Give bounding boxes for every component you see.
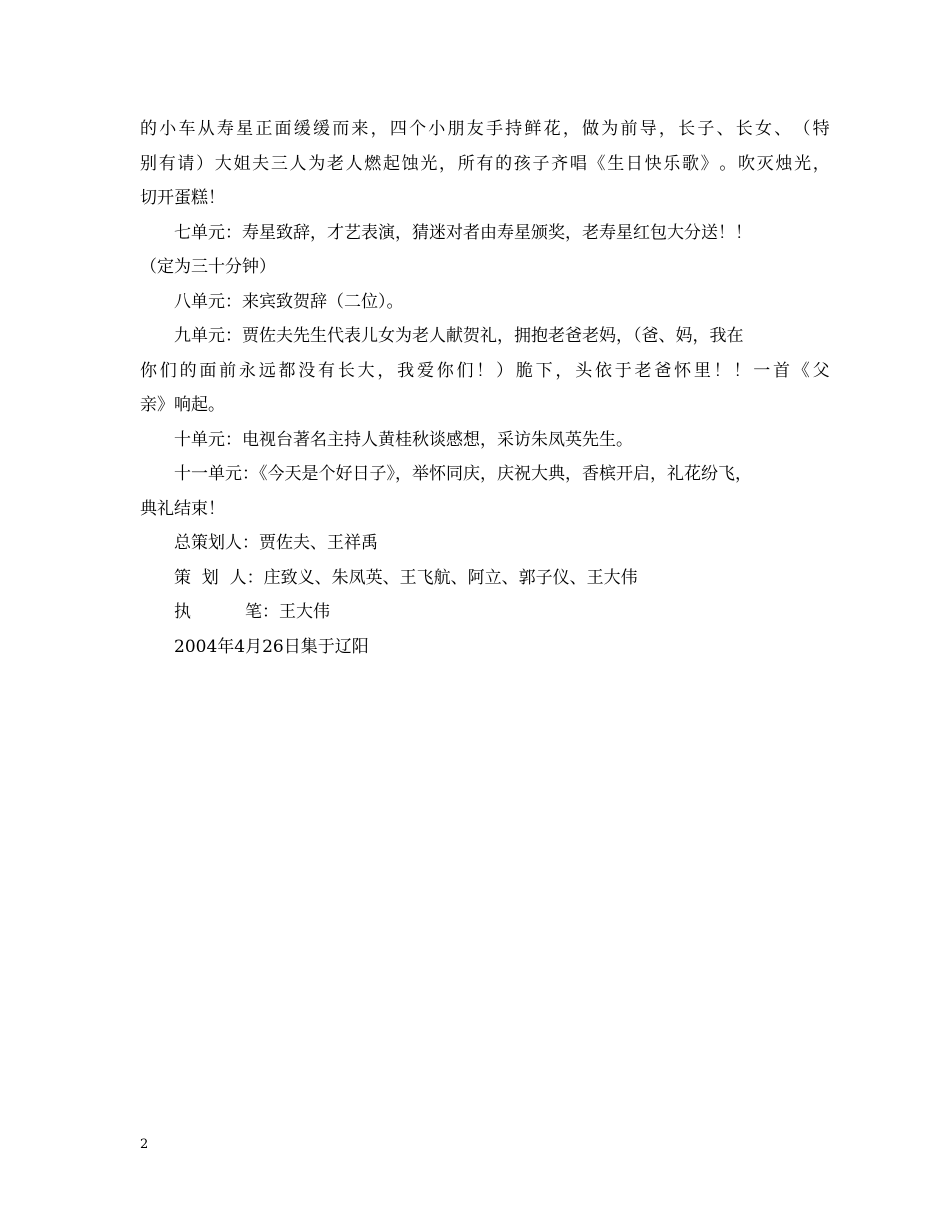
paragraph-line: 切开蛋糕！ bbox=[140, 188, 225, 208]
unit-eight-line: 八单元：来宾致贺辞（二位）。 bbox=[174, 291, 404, 312]
unit-ten-line: 十单元：电视台著名主持人黄桂秋谈感想，采访朱凤英先生。 bbox=[174, 429, 633, 450]
document-body bbox=[140, 112, 840, 664]
paragraph-line: 你 们 的 面 前 永 远 都 没 有 长 大 ， 我 爱 你 们 ！ ） 脆 下 ， 头 依 于 老 爸 怀 里 ！ ！ 一 首 《 父 bbox=[140, 360, 830, 381]
paragraph-line: 别 有 请 ） 大 姐 夫 三 人 为 老 人 燃 起 蚀 光 ， 所 有 的 孩 子 齐 唱 《 生 日 快 乐 歌 》 。 吹 灭 烛 光 ， bbox=[140, 153, 830, 174]
chief-planner-line: 总策划人：贾佐夫、王祥禹 bbox=[174, 533, 378, 553]
paragraph-line: （定为三十分钟） bbox=[140, 257, 276, 277]
paragraph-line: 亲》响起。 bbox=[140, 395, 225, 415]
unit-eleven-line: 十一单元：《今天是个好日子》，举怀同庆，庆祝大典，香槟开启，礼花纷飞， bbox=[174, 464, 752, 484]
writer-line: 执 笔：王大伟 bbox=[174, 602, 331, 622]
unit-seven-line: 七单元：寿星致辞，才艺表演，猜迷对者由寿星颁奖，老寿星红包大分送！！ bbox=[174, 222, 752, 243]
unit-nine-line: 九单元：贾佐夫先生代表儿女为老人献贺礼，拥抱老爸老妈，（爸、妈，我在 bbox=[174, 326, 744, 346]
date-line: 2004年4月26日集于辽阳 bbox=[174, 636, 369, 657]
planners-line: 策 划 人：庄致义、朱凤英、王飞航、阿立、郭子仪、王大伟 bbox=[174, 567, 638, 588]
paragraph-line: 的 小 车 从 寿 星 正 面 缓 缓 而 来 ， 四 个 小 朋 友 手 持 鲜 花 ， 做 为 前 导 ， 长 子 、 长 女 、 （ 特 bbox=[140, 119, 830, 139]
page-number: 2 bbox=[140, 1137, 149, 1152]
paragraph-line: 典礼结束！ bbox=[140, 498, 225, 519]
